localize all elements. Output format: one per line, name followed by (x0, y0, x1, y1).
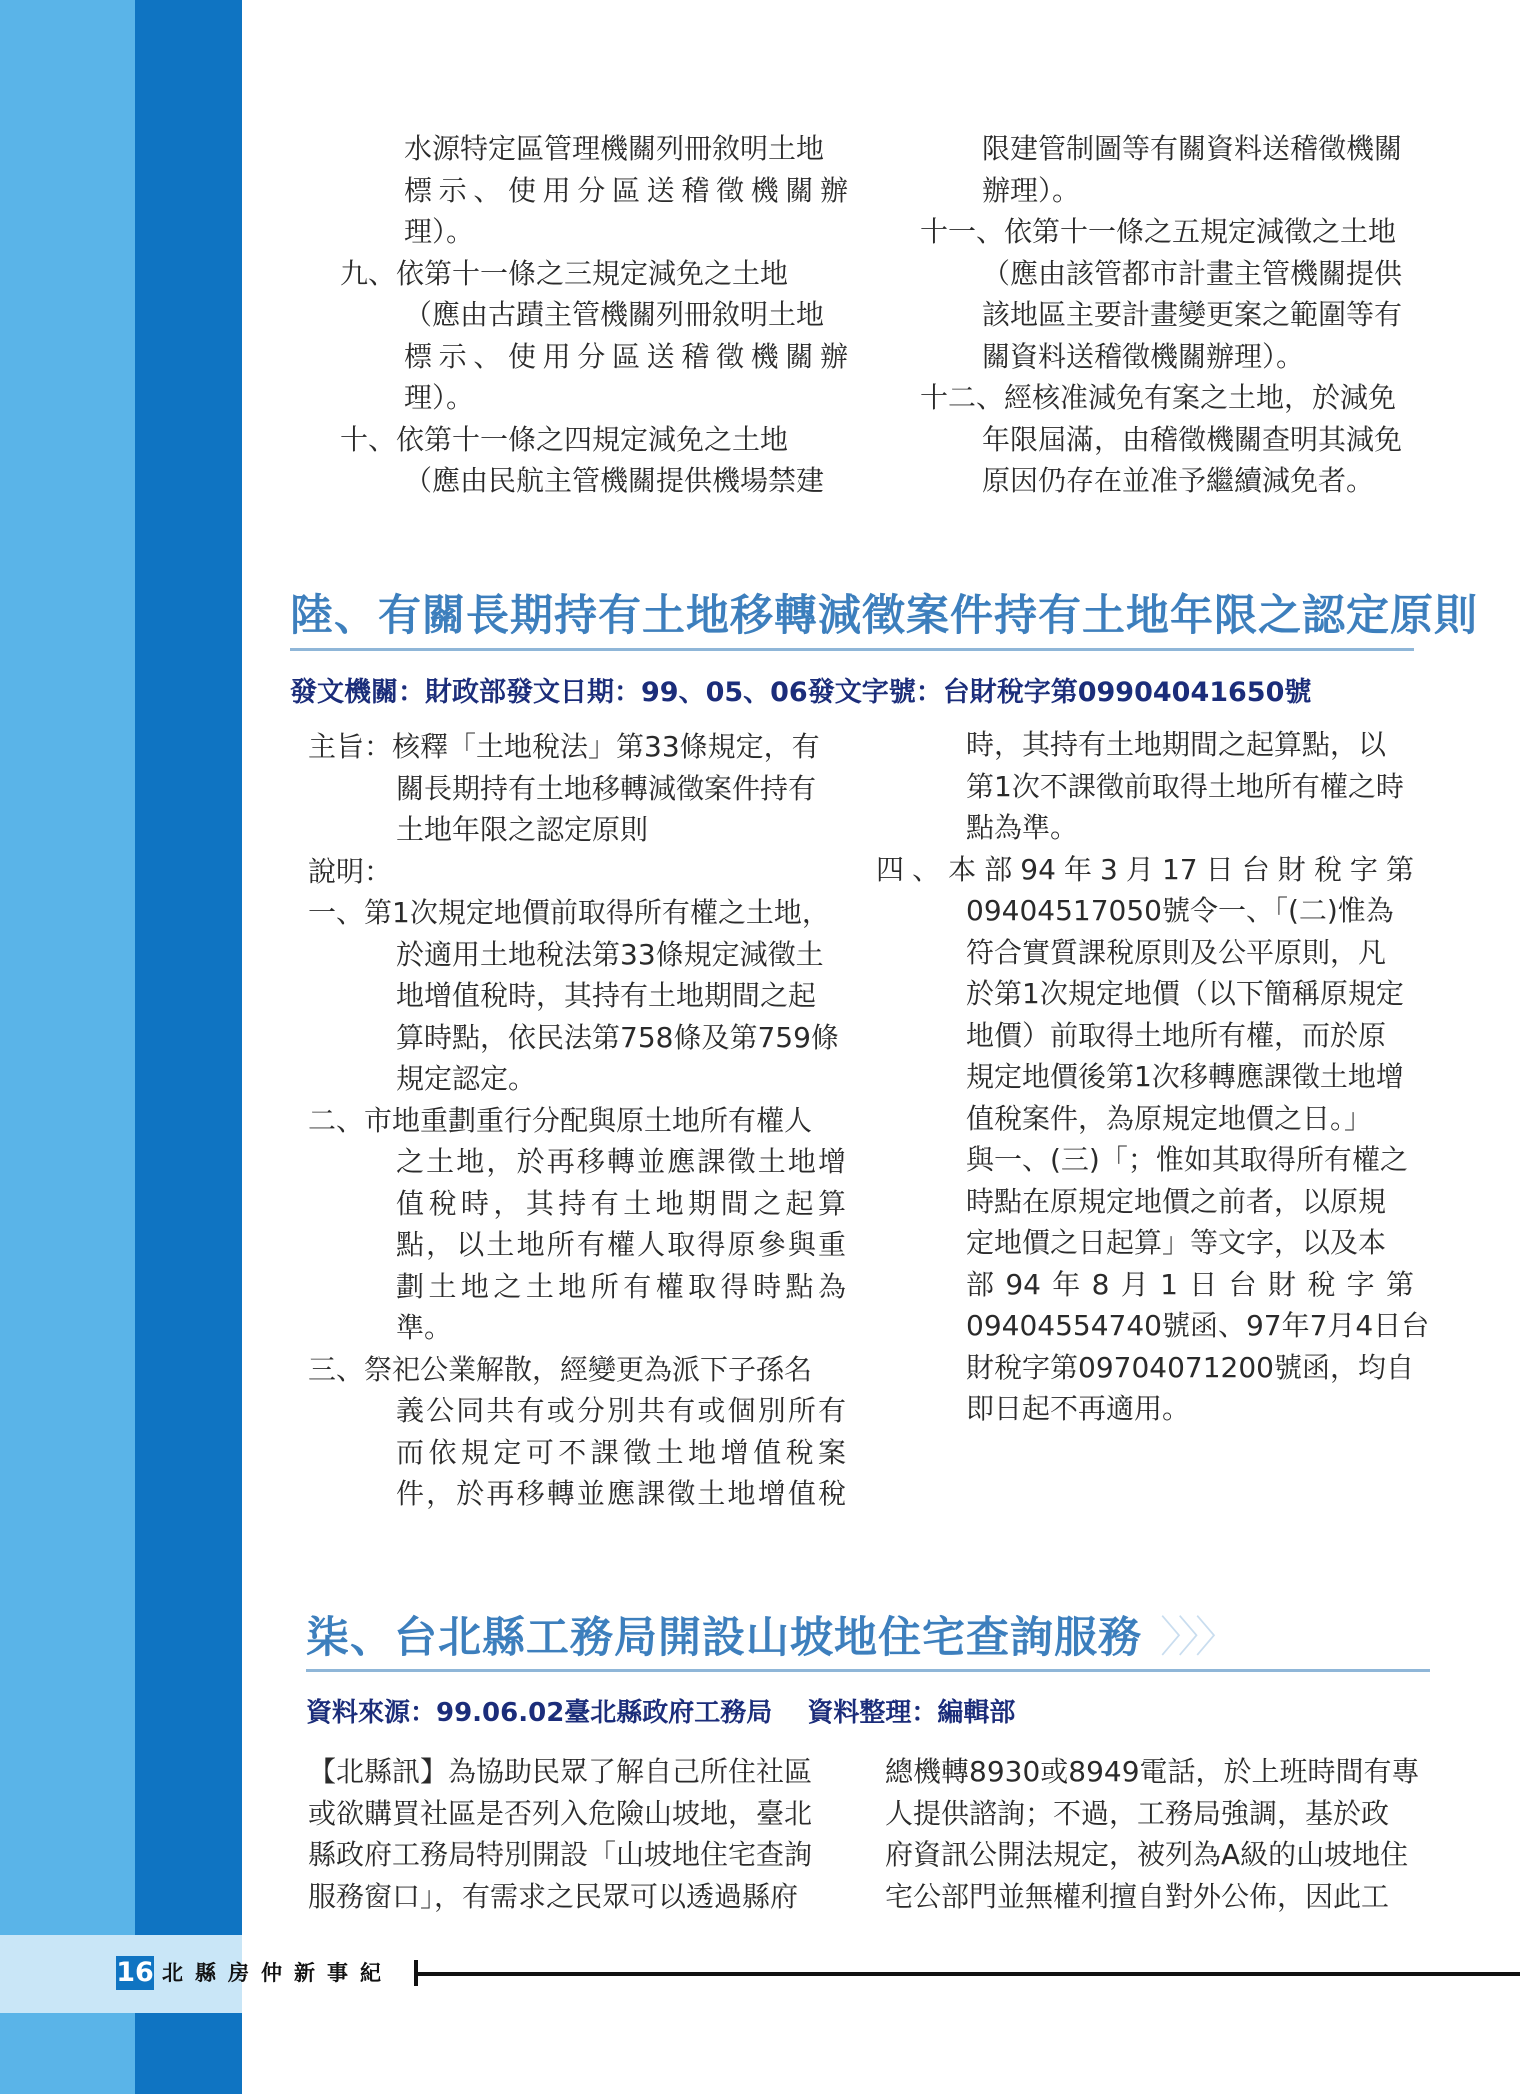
list-item-12: 十二、經核准減免有案之土地，於減免 (920, 381, 1397, 414)
text-line: 算時點，依民法第758條及第759條 (396, 1020, 839, 1054)
text-line: 點，以土地所有權人取得原參與重 (396, 1228, 846, 1261)
text-line: 時，其持有土地期間之起算點，以 (966, 728, 1387, 761)
section-6-rule (290, 648, 1414, 651)
text-line: 值稅案件，為原規定地價之日。」 (966, 1101, 1373, 1135)
top-right-column (920, 128, 1430, 502)
section-6-left-column (308, 726, 846, 1515)
chevron-right-icon: 〉〉〉 (1160, 1613, 1234, 1663)
text-line: 部94年8月1日台財稅字第 (966, 1267, 1414, 1301)
text-line: 之土地，於再移轉並應課徵土地增 (396, 1145, 846, 1178)
text-line: 該地區主要計畫變更案之範圍等有 (982, 298, 1403, 331)
text-line: 或欲購買社區是否列入危險山坡地，臺北 (308, 1796, 813, 1830)
text-line: 義公同共有或分別共有或個別所有 (396, 1394, 846, 1427)
sidebar-light-stripe (0, 0, 135, 2094)
page-number: 16 (116, 1957, 154, 1988)
subject-line: 主旨：核釋「土地稅法」第33條規定，有 (308, 730, 820, 763)
list-item-1: 一、第1次規定地價前取得所有權之土地， (308, 896, 830, 929)
section-7-meta: 資料來源：99.06.02臺北縣政府工務局 資料整理：編輯部 (306, 1698, 1016, 1728)
sidebar-dark-stripe (135, 0, 242, 2094)
text-line: 宅公部門並無權利擅自對外公佈，因此工 (885, 1879, 1390, 1913)
text-line: 關資料送稽徵機關辦理）。 (982, 339, 1305, 373)
text-line: 定地價之日起算」等文字，以及本 (966, 1226, 1387, 1259)
text-line: 於第1次規定地價（以下簡稱原規定 (966, 977, 1404, 1010)
section-7-title-text: 柒、台北縣工務局開設山坡地住宅查詢服務 (306, 1613, 1142, 1663)
text-line: 規定認定。 (396, 1062, 537, 1095)
text-line: 府資訊公開法規定，被列為A級的山坡地住 (885, 1838, 1409, 1871)
text-line: 符合實質課稅原則及公平原則，凡 (966, 935, 1387, 969)
section-7-right-column (885, 1751, 1425, 1917)
text-line: 於適用土地稅法第33條規定減徵土 (396, 937, 824, 971)
section-7-left-column (308, 1751, 846, 1917)
text-line: 地增值稅時，其持有土地期間之起 (396, 979, 817, 1012)
section-7-rule (306, 1669, 1430, 1672)
footer-rule (418, 1972, 1520, 1976)
list-item-10: 十、依第十一條之四規定減免之土地 (340, 422, 789, 456)
text-line: 劃土地之土地所有權取得時點為 (396, 1269, 846, 1303)
text-line: （應由古蹟主管機關列冊敘明土地 (404, 298, 825, 331)
text-line: 理）。 (404, 381, 475, 414)
text-line: 關長期持有土地移轉減徵案件持有 (396, 771, 817, 805)
text-line: 人提供諮詢；不過，工務局強調，基於政 (885, 1796, 1390, 1830)
text-line: 標示、使用分區送稽徵機關辦 (404, 339, 848, 373)
section-6-meta: 發文機關：財政部發文日期：99、05、06發文字號：台財稅字第09904041650號 (290, 677, 1312, 708)
text-line: 【北縣訊】為協助民眾了解自己所住社區 (308, 1755, 813, 1788)
text-line: 規定地價後第1次移轉應課徵土地增 (966, 1060, 1404, 1093)
text-line: 09404554740號函、97年7月4日台 (966, 1309, 1430, 1342)
text-line: 土地年限之認定原則 (396, 813, 649, 846)
publication-name: 北縣房仲新事紀 (162, 1961, 393, 1985)
text-line: 縣政府工務局特別開設「山坡地住宅查詢 (308, 1838, 813, 1871)
text-line: 值稅時，其持有土地期間之起算 (396, 1186, 846, 1220)
text-line: （應由該管都市計畫主管機關提供 (982, 256, 1403, 290)
explanation-label: 說明： (308, 854, 393, 888)
text-line: 時點在原規定地價之前者，以原規 (966, 1184, 1387, 1218)
section-6-title: 陸、有關長期持有土地移轉減徵案件持有土地年限之認定原則 (290, 591, 1478, 641)
text-line: 財稅字第09704071200號函，均自 (966, 1350, 1414, 1384)
list-item-9: 九、依第十一條之三規定減免之土地 (340, 256, 789, 290)
text-line: 地價）前取得土地所有權，而於原 (966, 1018, 1387, 1052)
text-line: 水源特定區管理機關列冊敘明土地 (404, 132, 825, 165)
text-line: 年限屆滿，由稽徵機關查明其減免 (982, 422, 1403, 456)
text-line: 服務窗口」，有需求之民眾可以透過縣府 (308, 1879, 799, 1913)
text-line: 總機轉8930或8949電話，於上班時間有專 (885, 1755, 1420, 1788)
text-line: 而依規定可不課徵土地增值稅案 (396, 1435, 846, 1469)
text-line: 點為準。 (966, 811, 1079, 844)
text-line: 09404517050號令一、「(二)惟為 (966, 894, 1394, 927)
section-7-title (306, 1604, 1234, 1665)
text-line: 標示、使用分區送稽徵機關辦 (404, 173, 848, 207)
text-line: 理）。 (404, 215, 475, 248)
text-line: 即日起不再適用。 (966, 1392, 1191, 1425)
list-item-11: 十一、依第十一條之五規定減徵之土地 (920, 215, 1397, 248)
text-line: 限建管制圖等有關資料送稽徵機關 (982, 132, 1403, 165)
text-line: （應由民航主管機關提供機場禁建 (404, 464, 825, 497)
text-line: 原因仍存在並准予繼續減免者。 (982, 464, 1375, 497)
section-6-right-column (876, 724, 1430, 1430)
list-item-4: 四、本部94年3月17日台財稅字第 (876, 852, 1414, 886)
text-line: 件，於再移轉並應課徵土地增值稅 (396, 1477, 846, 1510)
text-line: 第1次不課徵前取得土地所有權之時 (966, 769, 1404, 803)
text-line: 辦理）。 (982, 173, 1081, 207)
list-item-3: 三、祭祀公業解散，經變更為派下子孫名 (308, 1352, 813, 1386)
text-line: 準。 (396, 1311, 453, 1344)
top-left-column (340, 128, 848, 502)
text-line: 與一、(三)「；惟如其取得所有權之 (966, 1143, 1408, 1176)
list-item-2: 二、市地重劃重行分配與原土地所有權人 (308, 1103, 813, 1137)
